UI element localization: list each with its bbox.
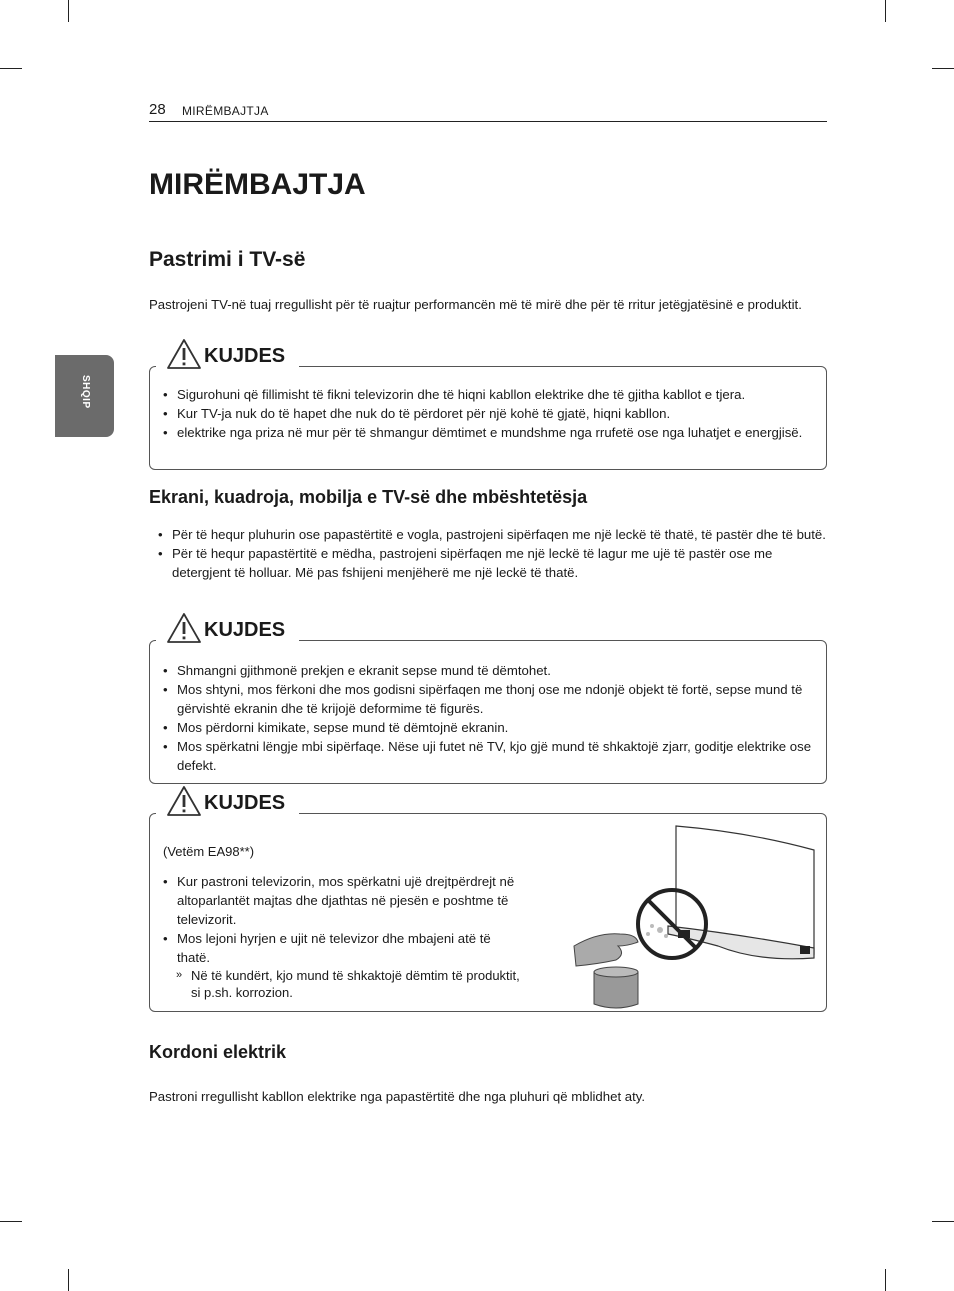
running-header-title: MIRËMBAJTJA (182, 104, 269, 118)
caution-label: KUJDES (204, 344, 286, 367)
warning-triangle-icon (166, 338, 202, 370)
page-title: MIRËMBAJTJA (149, 168, 366, 201)
caution-item: • Sigurohuni që fillimisht të fikni televizorin dhe të hiqni kabllon elektrike dhe të gjitha kabllot e tjera. (163, 385, 813, 404)
language-tab-label: SHQIP (80, 375, 91, 409)
crop-mark (932, 1221, 954, 1222)
caution-item: • Mos shtyni, mos fërkoni dhe mos godisni sipërfaqen me thonj ose me ndonjë objekt të fortë, sepse mund të gërvishtë ekranin dhe të krijojë deformime të figurës. (163, 680, 813, 718)
warning-triangle-icon (166, 612, 202, 644)
model-note: (Vetëm EA98**) (163, 844, 255, 859)
crop-mark (68, 0, 69, 22)
section-title-screen: Ekrani, kuadroja, mobilja e TV-së dhe mbështetësja (149, 487, 588, 507)
caution-item: • Mos lejoni hyrjen e ujit në televizor dhe mbajeni atë të thatë. (163, 929, 523, 967)
caution-header (156, 786, 299, 816)
language-tab (55, 355, 114, 437)
no-spray-tv-illustration (568, 822, 818, 1012)
page-number: 28 (149, 101, 166, 118)
caution-header (156, 339, 299, 369)
caution-label: KUJDES (204, 791, 286, 814)
cleaning-intro: Pastrojeni TV-në tuaj rregullisht për të ruajtur performancën më të mirë dhe për të rritur jetëgjatësinë e produktit. (149, 297, 802, 312)
page-header (149, 101, 827, 122)
list-item: • Për të hequr papastërtitë e mëdha, pastrojeni sipërfaqen me një leckë të lagur me ujë të pastër ose me detergjent të holluar. Më pas fshijeni menjëherë me një leckë të thatë. (158, 544, 828, 582)
caution-item: • Kur TV-ja nuk do të hapet dhe nuk do të përdoret për një kohë të gjatë, hiqni kabllon. (163, 404, 813, 423)
crop-mark (885, 1269, 886, 1291)
section-title-power-cord: Kordoni elektrik (149, 1042, 287, 1062)
caution-box (149, 618, 827, 784)
crop-mark (932, 68, 954, 69)
caution-box (149, 344, 827, 470)
caution-sub-item: » Në të kundërt, kjo mund të shkaktojë dëmtim të produktit, si p.sh. korrozion. (163, 967, 523, 1001)
crop-mark (885, 0, 886, 22)
caution-label: KUJDES (204, 618, 286, 641)
crop-mark (68, 1269, 69, 1291)
caution-box (149, 791, 827, 1012)
list-item: • Për të hequr pluhurin ose papastërtitë e vogla, pastrojeni sipërfaqen me një leckë të thatë, të pastër dhe të butë. (158, 525, 828, 544)
caution-item: • Shmangni gjithmonë prekjen e ekranit sepse mund të dëmtohet. (163, 661, 813, 680)
caution-item: • elektrike nga priza në mur për të shmangur dëmtimet e mundshme nga rrufetë ose nga luhatjet e energjisë. (163, 423, 813, 442)
caution-item: • Mos spërkatni lëngje mbi sipërfaqe. Nëse uji futet në TV, kjo gjë mund të shkaktojë zjarr, goditje elektrike ose defekt. (163, 737, 813, 775)
warning-triangle-icon (166, 785, 202, 817)
section-title-cleaning: Pastrimi i TV-së (149, 248, 306, 271)
caution-header (156, 613, 299, 643)
crop-mark (0, 68, 22, 69)
power-cord-text: Pastroni rregullisht kabllon elektrike nga papastërtitë dhe nga pluhuri që mblidhet aty. (149, 1089, 646, 1104)
caution-item: • Mos përdorni kimikate, sepse mund të dëmtojnë ekranin. (163, 718, 813, 737)
caution-item: • Kur pastroni televizorin, mos spërkatni ujë drejtpërdrejt në altoparlantët majtas dhe djathtas në pjesën e poshtme të televizorit. (163, 872, 523, 929)
crop-mark (0, 1221, 22, 1222)
